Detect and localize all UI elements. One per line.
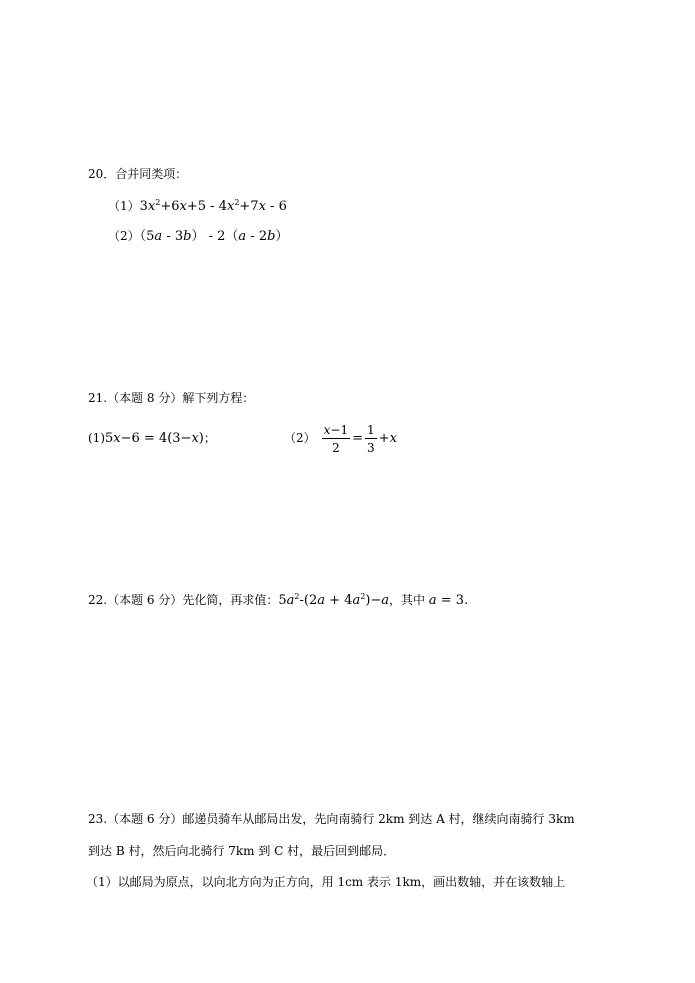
fraction-1-over-3: $\frac{1}{3}$ [367, 422, 375, 455]
q20-part2-label: （2） [108, 229, 140, 243]
q20-part1 [108, 198, 287, 215]
q21-part2-label: （2） [284, 431, 316, 445]
q20-part2 [108, 228, 288, 245]
q21-part1-label: (1) [88, 431, 105, 445]
q21-part1: (1)5x−6 = 4(3−x)； [88, 431, 216, 446]
q20-part2-expression: （5a - 3b） - 2（a - 2b） [139, 229, 289, 244]
q21-part1-equation: 5x−6 = 4(3−x) [105, 431, 204, 446]
q20-part1-label: （1） [108, 199, 140, 213]
q22: 22.（本题 6 分）先化简，再求值：$5a^2-(2a + 4a^2)-a$，其中 a = 3. [88, 592, 469, 608]
q22-expression: $5a^2-(2a + 4a^2)-a$ [278, 592, 390, 608]
q23-line2: 到达 B 村，然后向北骑行 7km 到 C 村，最后回到邮局． [88, 844, 396, 858]
q21-title: 21.（本题 8 分）解下列方程： [88, 391, 255, 405]
q20-title: 20．合并同类项： [88, 167, 188, 181]
q21-part2: （2） $\frac{x-1}{2}$ = $\frac{1}{3}$ +x [284, 422, 397, 455]
q20-part1-expression: $3x^2+6x+5 - 4x^2+7x - 6$ [139, 198, 287, 214]
fraction-x-minus-1-over-2: $\frac{x-1}{2}$ [323, 422, 349, 455]
q23-line1: 23.（本题 6 分）邮递员骑车从邮局出发，先向南骑行 2km 到达 A 村，继续向南骑行 3km [88, 812, 575, 826]
q23-line3: （1）以邮局为原点，以向北方向为正方向，用 1cm 表示 1km，画出数轴，并在该数轴上 [86, 875, 566, 889]
q22-title: 22.（本题 6 分）先化简，再求值： [88, 593, 279, 607]
